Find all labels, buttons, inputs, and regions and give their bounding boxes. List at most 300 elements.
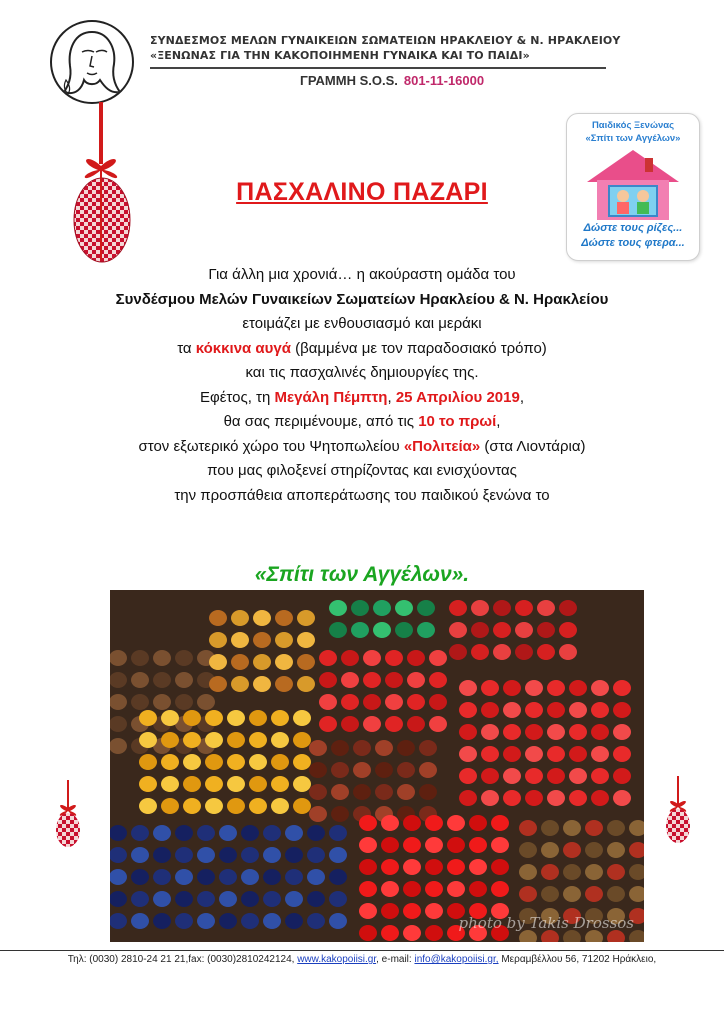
badge-title-2: «Σπίτι των Αγγέλων» — [585, 133, 681, 144]
dyed-egg — [131, 847, 149, 863]
dyed-egg — [205, 776, 223, 792]
dyed-egg — [385, 650, 403, 666]
dyed-egg — [469, 815, 487, 831]
dyed-egg — [459, 680, 477, 696]
dyed-egg — [381, 815, 399, 831]
dyed-egg — [569, 724, 587, 740]
dyed-egg — [537, 600, 555, 616]
dyed-egg — [197, 694, 215, 710]
dyed-egg — [175, 694, 193, 710]
dyed-egg — [417, 600, 435, 616]
dyed-egg — [471, 600, 489, 616]
dyed-egg — [285, 847, 303, 863]
dyed-egg — [591, 702, 609, 718]
dyed-egg — [385, 694, 403, 710]
dyed-egg — [429, 672, 447, 688]
date-day-highlight: Μεγάλη Πέμπτη — [274, 388, 388, 406]
dyed-egg — [329, 825, 347, 841]
dyed-eggs-image — [110, 590, 644, 942]
email-link[interactable]: info@kakopoiisi.gr, — [414, 954, 499, 965]
dyed-egg — [419, 762, 437, 778]
dyed-egg — [353, 762, 371, 778]
dyed-egg — [231, 632, 249, 648]
dyed-egg — [209, 654, 227, 670]
time-highlight: 10 το πρωί — [418, 413, 497, 430]
dyed-egg — [471, 622, 489, 638]
dyed-egg — [591, 746, 609, 762]
dyed-egg — [503, 724, 521, 740]
dyed-egg — [139, 754, 157, 770]
dyed-egg — [563, 820, 581, 836]
dyed-egg — [613, 702, 631, 718]
dyed-egg — [153, 825, 171, 841]
body-text — [0, 263, 724, 508]
dyed-egg — [449, 644, 467, 660]
dyed-egg — [359, 925, 377, 941]
dyed-egg — [359, 837, 377, 853]
dyed-egg — [183, 776, 201, 792]
dyed-egg — [241, 891, 259, 907]
dyed-egg — [613, 790, 631, 806]
dyed-egg — [559, 644, 577, 660]
dyed-egg — [139, 798, 157, 814]
dyed-egg — [353, 740, 371, 756]
dyed-egg — [481, 724, 499, 740]
dyed-egg — [319, 694, 337, 710]
badge-slogan-2: Δώστε τους φτερα... — [581, 237, 685, 249]
dyed-egg — [183, 754, 201, 770]
dyed-egg — [585, 864, 603, 880]
dyed-egg — [563, 864, 581, 880]
red-eggs-highlight: κόκκινα αυγά — [195, 339, 291, 357]
dyed-egg — [491, 837, 509, 853]
dyed-egg — [613, 768, 631, 784]
dyed-egg — [459, 746, 477, 762]
dyed-egg — [407, 716, 425, 732]
dyed-egg — [525, 702, 543, 718]
dyed-egg — [419, 740, 437, 756]
body-line-5: και τις πασχαλινές δημιουργίες της. — [245, 364, 479, 381]
dyed-egg — [359, 815, 377, 831]
dyed-egg — [403, 881, 421, 897]
dyed-egg — [293, 798, 311, 814]
dyed-egg — [607, 842, 625, 858]
dyed-egg — [241, 869, 259, 885]
dyed-egg — [493, 600, 511, 616]
body-line-10: την προσπάθεια αποπεράτωσης του παιδικού ξενώνα το — [174, 486, 550, 504]
dyed-egg — [541, 864, 559, 880]
dyed-egg — [241, 913, 259, 929]
dyed-egg — [297, 654, 315, 670]
dyed-egg — [139, 776, 157, 792]
dyed-egg — [263, 869, 281, 885]
dyed-egg — [153, 869, 171, 885]
dyed-egg — [197, 913, 215, 929]
dyed-egg — [407, 694, 425, 710]
dyed-egg — [197, 825, 215, 841]
dyed-egg — [375, 762, 393, 778]
dyed-egg — [293, 754, 311, 770]
dyed-egg — [241, 847, 259, 863]
dyed-egg — [569, 702, 587, 718]
dyed-egg — [525, 790, 543, 806]
dyed-egg — [585, 820, 603, 836]
dyed-egg — [381, 859, 399, 875]
contact-footer: Τηλ: (0030) 2810-24 21 21,fax: (0030)2810242124, www.kakopoiisi.gr, e-mail: info@kakopoiisi.gr, Μεραμβέλλου 56, 71202 Ηράκλειο, — [67, 954, 657, 965]
dyed-egg — [353, 784, 371, 800]
page-title: ΠΑΣΧΑΛΙΝΟ ΠΑΖΑΡΙ — [236, 178, 488, 206]
dyed-egg — [585, 886, 603, 902]
dyed-egg — [429, 716, 447, 732]
dyed-egg — [425, 815, 443, 831]
body-line-6: Εφέτος, τη Μεγάλη Πέμπτη, 25 Απριλίου 2019, — [200, 388, 524, 406]
dyed-egg — [515, 622, 533, 638]
dyed-egg — [381, 837, 399, 853]
dyed-egg — [563, 842, 581, 858]
dyed-egg — [231, 610, 249, 626]
dyed-egg — [249, 776, 267, 792]
dyed-egg — [491, 815, 509, 831]
dyed-egg — [285, 891, 303, 907]
dyed-egg — [307, 891, 325, 907]
dyed-egg — [607, 864, 625, 880]
dyed-egg — [541, 820, 559, 836]
dyed-egg — [491, 881, 509, 897]
dyed-egg — [375, 784, 393, 800]
dyed-egg — [161, 776, 179, 792]
dyed-egg — [425, 903, 443, 919]
shelter-name-title: «Σπίτι των Αγγέλων». — [254, 563, 470, 586]
dyed-egg — [205, 710, 223, 726]
dyed-egg — [547, 768, 565, 784]
dyed-egg — [459, 702, 477, 718]
dyed-egg — [263, 825, 281, 841]
dyed-egg — [385, 672, 403, 688]
body-line-2: Συνδέσμου Μελών Γυναικείων Σωματείων Ηρακλείου & Ν. Ηρακλείου — [115, 290, 609, 308]
dyed-egg — [503, 680, 521, 696]
dyed-egg — [547, 746, 565, 762]
dyed-egg — [249, 798, 267, 814]
dyed-egg — [227, 776, 245, 792]
dyed-egg — [395, 600, 413, 616]
dyed-egg — [219, 847, 237, 863]
dyed-egg — [297, 610, 315, 626]
dyed-egg — [297, 632, 315, 648]
dyed-egg — [493, 644, 511, 660]
dyed-egg — [385, 716, 403, 732]
dyed-egg — [307, 825, 325, 841]
dyed-egg — [197, 891, 215, 907]
dyed-egg — [231, 676, 249, 692]
dyed-egg — [293, 776, 311, 792]
dyed-egg — [569, 768, 587, 784]
organization-logo — [50, 20, 134, 104]
dyed-egg — [329, 600, 347, 616]
dyed-egg — [205, 754, 223, 770]
dyed-egg — [397, 762, 415, 778]
dyed-egg — [429, 650, 447, 666]
dyed-egg — [547, 702, 565, 718]
dyed-egg — [285, 825, 303, 841]
dyed-egg — [307, 847, 325, 863]
dyed-egg — [329, 913, 347, 929]
dyed-egg — [607, 820, 625, 836]
dyed-egg — [183, 710, 201, 726]
dyed-egg — [319, 716, 337, 732]
dyed-egg — [131, 869, 149, 885]
dyed-egg — [569, 790, 587, 806]
dyed-egg — [219, 891, 237, 907]
dyed-egg — [559, 622, 577, 638]
footer-divider — [0, 950, 724, 951]
dyed-egg — [153, 672, 171, 688]
body-line-8: στον εξωτερικό χώρο του Ψητοπωλείου «Πολιτεία» (στα Λιοντάρια) — [138, 437, 586, 455]
dyed-egg — [363, 716, 381, 732]
dyed-egg — [263, 891, 281, 907]
dyed-egg — [519, 820, 537, 836]
dyed-egg — [447, 859, 465, 875]
dyed-egg — [351, 622, 369, 638]
dyed-egg — [447, 881, 465, 897]
dyed-egg — [525, 768, 543, 784]
dyed-egg — [329, 869, 347, 885]
dyed-egg — [569, 680, 587, 696]
dyed-egg — [607, 886, 625, 902]
org-subtitle: «ΞΕΝΩΝΑΣ ΓΙΑ ΤΗΝ ΚΑΚΟΠΟΙΗΜΕΝΗ ΓΥΝΑΙΚΑ ΚΑΙ ΤΟ ΠΑΙΔΙ» — [150, 49, 530, 62]
venue-highlight: «Πολιτεία» — [403, 437, 481, 455]
dyed-egg — [341, 672, 359, 688]
dyed-egg — [271, 776, 289, 792]
dyed-egg — [293, 710, 311, 726]
org-name: ΣΥΝΔΕΣΜΟΣ ΜΕΛΩΝ ΓΥΝΑΙΚΕΙΩΝ ΣΩΜΑΤΕΙΩΝ ΗΡΑΚΛΕΙΟΥ & Ν. ΗΡΑΚΛΕΙΟΥ — [150, 34, 621, 47]
dyed-egg — [219, 825, 237, 841]
dyed-egg — [469, 859, 487, 875]
dyed-egg — [205, 798, 223, 814]
dyed-egg — [469, 881, 487, 897]
dyed-egg — [559, 600, 577, 616]
dyed-egg — [503, 746, 521, 762]
dyed-egg — [227, 798, 245, 814]
dyed-egg — [541, 842, 559, 858]
dyed-egg — [425, 837, 443, 853]
badge-slogan-1: Δώστε τους ρίζες... — [583, 222, 683, 234]
dyed-egg — [263, 913, 281, 929]
dyed-egg — [209, 632, 227, 648]
dyed-egg — [459, 768, 477, 784]
dyed-egg — [139, 710, 157, 726]
dyed-egg — [359, 903, 377, 919]
dyed-egg — [591, 680, 609, 696]
dyed-egg — [297, 676, 315, 692]
dyed-egg — [403, 837, 421, 853]
dyed-egg — [271, 754, 289, 770]
dyed-egg — [329, 891, 347, 907]
dyed-egg — [253, 654, 271, 670]
body-line-9: που μας φιλοξενεί στηρίζοντας και ενισχύοντας — [207, 462, 517, 479]
dyed-egg — [525, 724, 543, 740]
dyed-egg — [363, 650, 381, 666]
body-line-4: τα κόκκινα αυγά (βαμμένα με τον παραδοσιακό τρόπο) — [177, 339, 547, 357]
dyed-egg — [591, 790, 609, 806]
dyed-egg — [563, 886, 581, 902]
dyed-egg — [331, 784, 349, 800]
dyed-egg — [153, 913, 171, 929]
dyed-egg — [249, 754, 267, 770]
dyed-egg — [285, 869, 303, 885]
dyed-egg — [359, 859, 377, 875]
dyed-egg — [161, 710, 179, 726]
dyed-egg — [459, 724, 477, 740]
dyed-egg — [503, 768, 521, 784]
dyed-egg — [139, 732, 157, 748]
dyed-egg — [449, 600, 467, 616]
dyed-egg — [271, 798, 289, 814]
sos-number: 801-11-16000 — [403, 73, 485, 88]
dyed-egg — [275, 610, 293, 626]
dyed-egg — [547, 790, 565, 806]
dyed-egg — [161, 798, 179, 814]
easter-eggs-photo — [110, 590, 644, 942]
dyed-egg — [547, 680, 565, 696]
date-highlight: 25 Απριλίου 2019 — [395, 388, 520, 406]
dyed-egg — [447, 837, 465, 853]
dyed-egg — [351, 600, 369, 616]
dyed-egg — [341, 694, 359, 710]
dyed-egg — [331, 762, 349, 778]
dyed-egg — [175, 650, 193, 666]
body-line-3: ετοιμάζει με ενθουσιασμό και μεράκι — [242, 315, 482, 332]
dyed-egg — [397, 740, 415, 756]
dyed-egg — [241, 825, 259, 841]
dyed-egg — [363, 672, 381, 688]
dyed-egg — [131, 672, 149, 688]
dyed-egg — [183, 732, 201, 748]
dyed-egg — [249, 732, 267, 748]
dyed-egg — [275, 632, 293, 648]
dyed-egg — [209, 610, 227, 626]
dyed-egg — [591, 724, 609, 740]
dyed-egg — [197, 847, 215, 863]
dyed-egg — [309, 806, 327, 822]
website-link[interactable]: www.kakopoiisi.gr — [297, 954, 377, 965]
dyed-egg — [227, 754, 245, 770]
dyed-egg — [253, 632, 271, 648]
dyed-egg — [131, 891, 149, 907]
dyed-egg — [341, 650, 359, 666]
dyed-egg — [397, 784, 415, 800]
dyed-egg — [425, 925, 443, 941]
dyed-egg — [481, 746, 499, 762]
dyed-egg — [585, 842, 603, 858]
dyed-egg — [537, 622, 555, 638]
dyed-egg — [373, 600, 391, 616]
dyed-egg — [425, 859, 443, 875]
badge-title-1: Παιδικός Ξενώνας — [591, 120, 675, 131]
dyed-egg — [227, 732, 245, 748]
dyed-egg — [331, 806, 349, 822]
dyed-egg — [447, 815, 465, 831]
dyed-egg — [493, 622, 511, 638]
dyed-egg — [309, 784, 327, 800]
small-egg-ornament-right-icon — [660, 776, 696, 846]
dyed-egg — [197, 869, 215, 885]
dyed-egg — [175, 847, 193, 863]
dyed-egg — [161, 732, 179, 748]
dyed-egg — [503, 790, 521, 806]
dyed-egg — [547, 724, 565, 740]
dyed-egg — [613, 724, 631, 740]
dyed-egg — [519, 864, 537, 880]
header-divider — [150, 67, 606, 69]
dyed-egg — [341, 716, 359, 732]
dyed-egg — [525, 746, 543, 762]
dyed-egg — [591, 768, 609, 784]
dyed-egg — [175, 825, 193, 841]
dyed-egg — [519, 886, 537, 902]
dyed-egg — [253, 610, 271, 626]
dyed-egg — [481, 790, 499, 806]
dyed-egg — [381, 925, 399, 941]
dyed-egg — [613, 680, 631, 696]
dyed-egg — [319, 672, 337, 688]
dyed-egg — [309, 762, 327, 778]
dyed-egg — [425, 881, 443, 897]
dyed-egg — [249, 710, 267, 726]
dyed-egg — [153, 891, 171, 907]
dyed-egg — [231, 654, 249, 670]
dyed-egg — [519, 842, 537, 858]
dyed-egg — [293, 732, 311, 748]
body-line-7: θα σας περιμένουμε, από τις 10 το πρωί, — [223, 413, 501, 430]
dyed-egg — [329, 847, 347, 863]
dyed-egg — [175, 891, 193, 907]
dyed-egg — [569, 746, 587, 762]
dyed-egg — [613, 746, 631, 762]
dyed-egg — [153, 694, 171, 710]
dyed-egg — [271, 710, 289, 726]
dyed-egg — [153, 847, 171, 863]
dyed-egg — [205, 732, 223, 748]
photo-credit: photo by Takis Drossos — [458, 914, 634, 932]
dyed-egg — [309, 740, 327, 756]
dyed-egg — [307, 913, 325, 929]
dyed-egg — [537, 644, 555, 660]
sos-line — [300, 73, 484, 88]
dyed-egg — [449, 622, 467, 638]
dyed-egg — [481, 768, 499, 784]
dyed-egg — [131, 694, 149, 710]
dyed-egg — [131, 650, 149, 666]
dyed-egg — [161, 754, 179, 770]
dyed-egg — [329, 622, 347, 638]
dyed-egg — [319, 650, 337, 666]
dyed-egg — [271, 732, 289, 748]
dyed-egg — [175, 672, 193, 688]
dyed-egg — [429, 694, 447, 710]
dyed-egg — [503, 702, 521, 718]
dyed-egg — [407, 650, 425, 666]
dyed-egg — [515, 600, 533, 616]
dyed-egg — [331, 740, 349, 756]
dyed-egg — [375, 740, 393, 756]
dyed-egg — [459, 790, 477, 806]
body-line-1: Για άλλη μια χρονιά… η ακούραστη ομάδα του — [208, 266, 516, 283]
dyed-egg — [219, 913, 237, 929]
small-egg-ornament-left-icon — [50, 780, 86, 850]
dyed-egg — [403, 903, 421, 919]
dyed-egg — [227, 710, 245, 726]
dyed-egg — [403, 815, 421, 831]
